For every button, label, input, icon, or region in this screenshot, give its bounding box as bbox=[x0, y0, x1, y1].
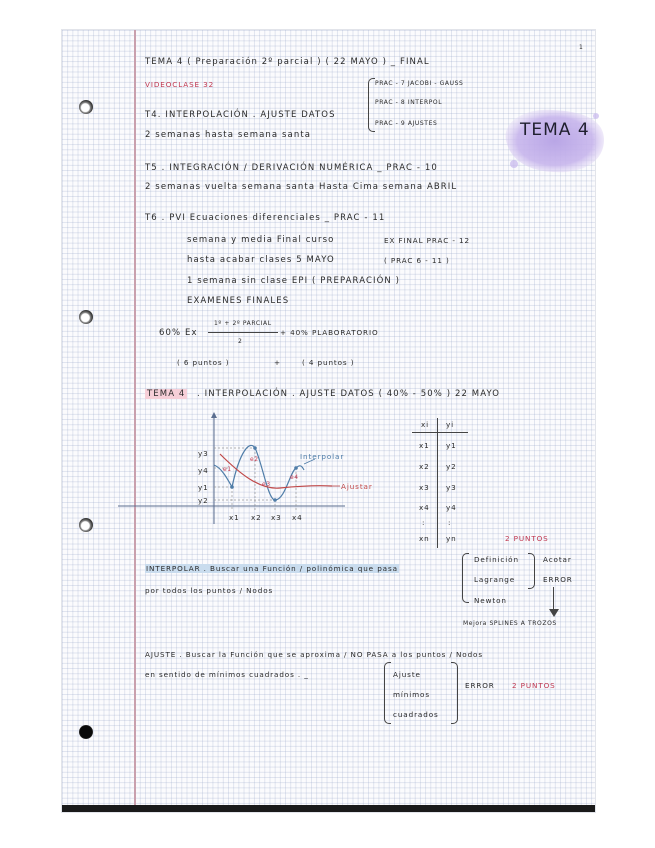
page-bottom-edge bbox=[62, 805, 595, 812]
t5-heading: T5 . INTEGRACIÓN / DERIVACIÓN NUMÉRICA _ PRAC - 10 bbox=[145, 163, 438, 173]
table-header-line bbox=[412, 432, 468, 433]
section-title: TEMA 4 bbox=[147, 389, 186, 399]
prac-item: PRAC - 9 AJUSTES bbox=[375, 120, 438, 127]
ajuste-text: AJUSTE . Buscar la Función que se aproxima / NO PASA a los puntos / Nodos bbox=[145, 650, 483, 659]
formula-denominator: 2 bbox=[238, 338, 243, 345]
acotar-label: Acotar bbox=[543, 555, 572, 564]
table-divider bbox=[437, 418, 438, 548]
t6-heading: T6 . PVI Ecuaciones diferenciales _ PRAC - 11 bbox=[145, 213, 386, 223]
header-line: TEMA 4 ( Preparación 2º parcial ) ( 22 MAYO ) _ FINAL bbox=[145, 57, 430, 67]
table-header: xi bbox=[421, 420, 430, 429]
table-cell: yn bbox=[446, 534, 457, 543]
ajuste-box-item: mínimos bbox=[393, 690, 430, 699]
t6-line: EX FINAL PRAC - 12 bbox=[384, 236, 470, 245]
prac-item: PRAC - 8 INTERPOL bbox=[375, 99, 443, 106]
mejora-splines: Mejora SPLINES A TROZOS bbox=[463, 620, 557, 627]
x-label: x1 bbox=[229, 513, 240, 522]
t6-line: semana y media Final curso bbox=[187, 235, 335, 245]
y-label: y3 bbox=[198, 449, 209, 458]
formula-numerator: 1º + 2º PARCIAL bbox=[214, 320, 272, 327]
tema-badge-text: TEMA 4 bbox=[520, 120, 590, 140]
table-header: yi bbox=[446, 420, 455, 429]
interpolar-curve-label: Interpolar bbox=[300, 452, 345, 461]
ajuste-brace bbox=[451, 662, 458, 724]
points-plus: + bbox=[274, 358, 281, 367]
interpolar-text: por todos los puntos / Nodos bbox=[145, 586, 274, 595]
table-cell: x4 bbox=[419, 503, 430, 512]
ajustar-curve-label: Ajustar bbox=[341, 482, 373, 491]
ajuste-error: ERROR bbox=[465, 681, 495, 690]
points-right: ( 4 puntos ) bbox=[302, 358, 355, 367]
t6-line: ( PRAC 6 - 11 ) bbox=[384, 256, 450, 265]
t4-time: 2 semanas hasta semana santa bbox=[145, 130, 312, 140]
x-label: x2 bbox=[251, 513, 262, 522]
x-label: x4 bbox=[292, 513, 303, 522]
method-item: Lagrange bbox=[474, 575, 516, 584]
videoclase-label: VIDEOCLASE 32 bbox=[145, 80, 215, 89]
interpolar-text: INTERPOLAR . Buscar una Función / polinómica que pasa bbox=[146, 564, 398, 573]
table-cell: xn bbox=[419, 534, 430, 543]
binder-hole bbox=[79, 518, 93, 532]
binder-hole bbox=[79, 310, 93, 324]
table-cell: x3 bbox=[419, 483, 430, 492]
fraction-bar bbox=[208, 332, 278, 333]
ajuste-text: en sentido de mínimos cuadrados . _ bbox=[145, 670, 309, 679]
t6-line: 1 semana sin clase EPI ( PREPARACIÓN ) bbox=[187, 276, 401, 286]
ajuste-box-item: cuadrados bbox=[393, 710, 439, 719]
table-cell: y2 bbox=[446, 462, 457, 471]
t6-line: hasta acabar clases 5 MAYO bbox=[187, 255, 335, 265]
table-cell: y4 bbox=[446, 503, 457, 512]
table-cell: y3 bbox=[446, 483, 457, 492]
prac-brace bbox=[368, 78, 375, 132]
ajuste-two-points: 2 PUNTOS bbox=[512, 681, 556, 690]
methods-brace bbox=[462, 553, 469, 603]
y-label: y1 bbox=[198, 483, 209, 492]
table-cell: x1 bbox=[419, 441, 430, 450]
arrow-head-icon bbox=[549, 609, 559, 617]
acotar-brace bbox=[528, 553, 535, 589]
two-points-label: 2 PUNTOS bbox=[505, 534, 549, 543]
error-label: e4 bbox=[290, 474, 299, 481]
binder-hole bbox=[79, 100, 93, 114]
points-left: ( 6 puntos ) bbox=[177, 358, 230, 367]
table-cell: x2 bbox=[419, 462, 430, 471]
x-label: x3 bbox=[271, 513, 282, 522]
formula-left: 60% Ex bbox=[159, 328, 198, 338]
t6-line: EXAMENES FINALES bbox=[187, 296, 290, 306]
t5-time: 2 semanas vuelta semana santa Hasta Cima semana ABRIL bbox=[145, 182, 458, 192]
prac-item: PRAC - 7 JACOBI - GAUSS bbox=[375, 80, 464, 87]
error-label: e3 bbox=[262, 481, 271, 488]
formula-right: + 40% PLABORATORIO bbox=[280, 328, 379, 337]
error-label: ERROR bbox=[543, 575, 573, 584]
table-cell: : bbox=[448, 518, 452, 527]
page-number: 1 bbox=[579, 44, 584, 51]
method-item: Newton bbox=[474, 596, 507, 605]
t4-heading: T4. INTERPOLACIÓN . AJUSTE DATOS bbox=[145, 110, 336, 120]
y-label: y4 bbox=[198, 466, 209, 475]
error-label: e1 bbox=[223, 466, 232, 473]
error-label: e2 bbox=[250, 456, 259, 463]
watercolor-badge bbox=[492, 102, 612, 180]
ajuste-box-item: Ajuste bbox=[393, 670, 421, 679]
method-item: Definición bbox=[474, 555, 519, 564]
table-cell: y1 bbox=[446, 441, 457, 450]
y-label: y2 bbox=[198, 496, 209, 505]
ajuste-brace bbox=[384, 662, 391, 724]
binder-hole bbox=[79, 725, 93, 739]
table-cell: : bbox=[422, 518, 426, 527]
section-title-rest: . INTERPOLACIÓN . AJUSTE DATOS ( 40% - 50% ) 22 MAYO bbox=[197, 389, 501, 399]
